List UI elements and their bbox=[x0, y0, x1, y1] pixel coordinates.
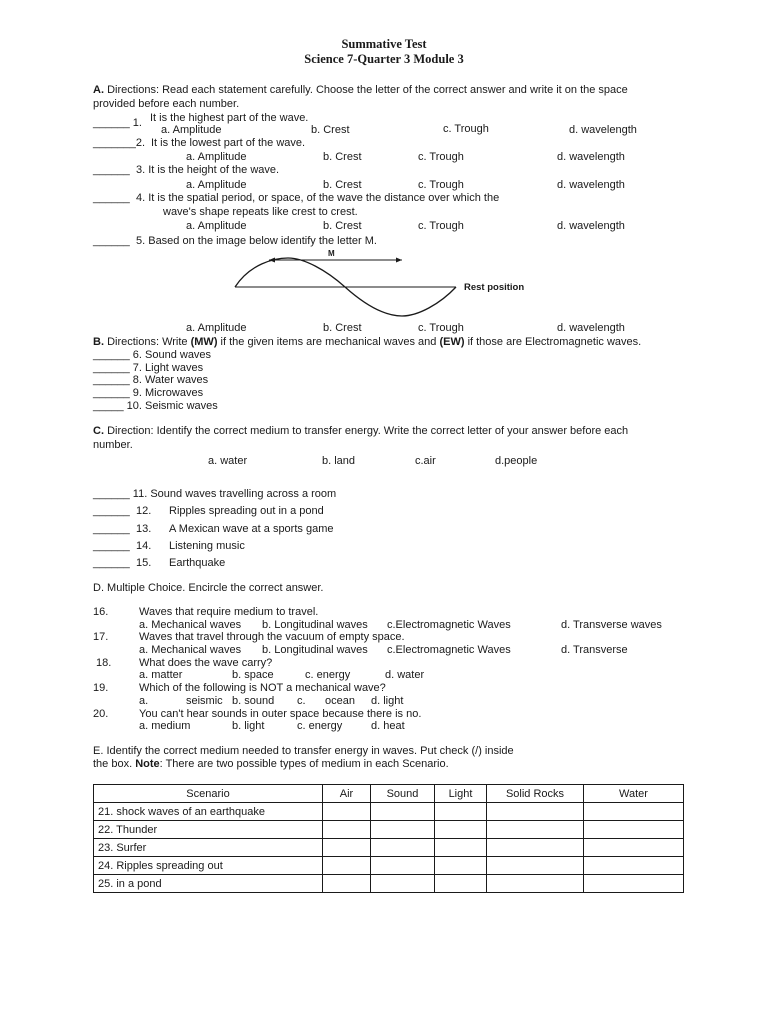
item-11-text: Sound waves travelling across a room bbox=[150, 488, 337, 500]
check-cell[interactable] bbox=[584, 857, 684, 875]
section-b-dir-3: if those are Electromagnetic waves. bbox=[467, 336, 642, 348]
item-7-text: 7. Light waves bbox=[132, 362, 204, 374]
m-arrow-right-head bbox=[396, 258, 402, 263]
item-15-blank: ______ bbox=[93, 557, 130, 569]
section-b-directions bbox=[93, 336, 641, 349]
item-1-text: It is the highest part of the wave. bbox=[150, 112, 309, 124]
item-19-num: 19. bbox=[93, 682, 109, 694]
item-19-option-d: d. light bbox=[371, 695, 404, 707]
item-19-option-b: b. sound bbox=[232, 695, 275, 707]
item-3-option-c: c. Trough bbox=[418, 179, 464, 191]
item-3-blank: ______ bbox=[93, 164, 130, 176]
item-11 bbox=[93, 488, 336, 501]
item-4-option-b: b. Crest bbox=[323, 220, 362, 232]
item-18-question: What does the wave carry? bbox=[139, 657, 273, 669]
item-1-blank: ______ 1. bbox=[93, 117, 142, 129]
check-cell[interactable] bbox=[584, 821, 684, 839]
check-cell[interactable] bbox=[487, 839, 584, 857]
item-4-text-line2: wave's shape repeats like crest to crest. bbox=[163, 206, 358, 218]
check-cell[interactable] bbox=[371, 857, 435, 875]
item-17-question: Waves that travel through the vacuum of empty space. bbox=[139, 631, 405, 643]
col-header-light: Light bbox=[435, 785, 487, 803]
item-6-text: 6. Sound waves bbox=[132, 349, 212, 361]
item-3-option-b: b. Crest bbox=[323, 179, 362, 191]
check-cell[interactable] bbox=[323, 821, 371, 839]
item-2-option-b: b. Crest bbox=[323, 151, 362, 163]
item-8 bbox=[93, 374, 208, 387]
item-5-blank: ______ bbox=[93, 235, 130, 247]
item-16-option-b: b. Longitudinal waves bbox=[262, 619, 368, 631]
scenario-24: 24. Ripples spreading out bbox=[94, 857, 323, 875]
section-c-dir-1: Direction: Identify the correct medium to transfer energy. Write the correct letter of your answer before each bbox=[107, 425, 629, 437]
item-9-blank: ______ bbox=[93, 387, 130, 399]
check-cell[interactable] bbox=[584, 839, 684, 857]
item-17-option-a: a. Mechanical waves bbox=[139, 644, 242, 656]
item-8-blank: ______ bbox=[93, 374, 130, 386]
col-header-solid-rocks: Solid Rocks bbox=[487, 785, 584, 803]
item-5-text: 5. Based on the image below identify the letter M. bbox=[136, 235, 377, 247]
item-20-option-a: a. medium bbox=[139, 720, 191, 732]
item-7-blank: ______ bbox=[93, 362, 130, 374]
item-16-question: Waves that require medium to travel. bbox=[139, 606, 319, 618]
test-subtitle: Science 7-Quarter 3 Module 3 bbox=[304, 52, 464, 66]
check-cell[interactable] bbox=[323, 839, 371, 857]
check-cell[interactable] bbox=[487, 857, 584, 875]
section-e-line2-b: : There are two possible types of medium in each Scenario. bbox=[159, 758, 449, 770]
item-4-blank: ______ bbox=[93, 192, 130, 204]
col-header-scenario: Scenario bbox=[94, 785, 323, 803]
item-5-option-a: a. Amplitude bbox=[186, 322, 247, 334]
item-9-text: 9. Microwaves bbox=[132, 387, 204, 399]
check-cell[interactable] bbox=[371, 821, 435, 839]
col-header-water: Water bbox=[584, 785, 684, 803]
item-19-question: Which of the following is NOT a mechanical wave? bbox=[139, 682, 386, 694]
item-2-blank: _______2. bbox=[93, 137, 145, 149]
item-12-num: 12. bbox=[136, 505, 152, 517]
item-15-num: 15. bbox=[136, 557, 152, 569]
item-17-option-b: b. Longitudinal waves bbox=[262, 644, 368, 656]
table-header-row bbox=[94, 785, 684, 803]
check-cell[interactable] bbox=[435, 875, 487, 893]
section-e-note-label: Note bbox=[135, 758, 160, 770]
scenario-23: 23. Surfer bbox=[94, 839, 323, 857]
item-10-blank: _____ bbox=[93, 400, 124, 412]
section-e-line2-a: the box. bbox=[93, 758, 133, 770]
item-1-option-c: c. Trough bbox=[443, 123, 489, 135]
section-c-option-a: a. water bbox=[208, 455, 248, 467]
item-5-option-d: d. wavelength bbox=[557, 322, 625, 334]
test-title: Summative Test bbox=[341, 37, 427, 51]
table-row bbox=[94, 803, 684, 821]
check-cell[interactable] bbox=[435, 803, 487, 821]
item-20-question: You can't hear sounds in outer space because there is no. bbox=[139, 708, 422, 720]
item-13-blank: ______ bbox=[93, 523, 130, 535]
item-14-text: Listening music bbox=[169, 540, 245, 552]
item-19-option-a-letter: a. bbox=[139, 695, 149, 707]
check-cell[interactable] bbox=[487, 803, 584, 821]
item-5-option-c: c. Trough bbox=[418, 322, 464, 334]
item-16-option-c: c.Electromagnetic Waves bbox=[387, 619, 511, 631]
check-cell[interactable] bbox=[487, 875, 584, 893]
item-3-option-a: a. Amplitude bbox=[186, 179, 247, 191]
item-11-num: 11. bbox=[132, 488, 148, 500]
item-4-option-a: a. Amplitude bbox=[186, 220, 247, 232]
item-16-option-a: a. Mechanical waves bbox=[139, 619, 242, 631]
wave-diagram bbox=[232, 248, 532, 320]
label-m: M bbox=[328, 249, 335, 258]
check-cell[interactable] bbox=[323, 803, 371, 821]
item-19-option-c: ocean bbox=[325, 695, 355, 707]
item-18-option-a: a. matter bbox=[139, 669, 183, 681]
item-3-option-d: d. wavelength bbox=[557, 179, 625, 191]
item-18-option-c: c. energy bbox=[305, 669, 351, 681]
item-6-blank: ______ bbox=[93, 349, 130, 361]
item-1-option-d: d. wavelength bbox=[569, 124, 637, 136]
item-13-num: 13. bbox=[136, 523, 152, 535]
section-a-directions-line1: Directions: Read each statement carefully. Choose the letter of the correct answer and write it on the space bbox=[107, 84, 628, 96]
item-2-option-d: d. wavelength bbox=[557, 151, 625, 163]
check-cell[interactable] bbox=[323, 857, 371, 875]
section-e-line2 bbox=[93, 758, 449, 771]
item-6 bbox=[93, 349, 211, 362]
item-19-option-a: seismic bbox=[186, 695, 223, 707]
item-3-text: 3. It is the height of the wave. bbox=[136, 164, 280, 176]
item-20-num: 20. bbox=[93, 708, 109, 720]
section-c-option-d: d.people bbox=[495, 455, 538, 467]
scenario-25: 25. in a pond bbox=[94, 875, 323, 893]
table-row bbox=[94, 839, 684, 857]
section-b-dir-1: Directions: Write bbox=[107, 336, 188, 348]
check-cell[interactable] bbox=[323, 875, 371, 893]
item-11-blank: ______ bbox=[93, 488, 130, 500]
item-16-num: 16. bbox=[93, 606, 109, 618]
table-row bbox=[94, 875, 684, 893]
section-a-directions-line2: provided before each number. bbox=[93, 98, 240, 110]
item-10-text: 10. Seismic waves bbox=[126, 400, 218, 412]
item-17-option-d: d. Transverse bbox=[561, 644, 628, 656]
item-4-option-d: d. wavelength bbox=[557, 220, 625, 232]
section-c-dir-2: number. bbox=[93, 439, 133, 451]
check-cell[interactable] bbox=[435, 857, 487, 875]
section-c-option-b: b. land bbox=[322, 455, 356, 467]
section-a-letter: A. bbox=[93, 84, 104, 96]
section-b-ew: (EW) bbox=[439, 336, 465, 348]
item-4-text: 4. It is the spatial period, or space, of the wave the distance over which the bbox=[136, 192, 500, 204]
section-c-option-c: c.air bbox=[415, 455, 436, 467]
item-13-text: A Mexican wave at a sports game bbox=[169, 523, 334, 535]
item-2-option-a: a. Amplitude bbox=[186, 151, 247, 163]
item-9 bbox=[93, 387, 203, 400]
scenario-22: 22. Thunder bbox=[94, 821, 323, 839]
check-cell[interactable] bbox=[584, 875, 684, 893]
check-cell[interactable] bbox=[584, 803, 684, 821]
item-12-text: Ripples spreading out in a pond bbox=[169, 505, 324, 517]
section-c-letter: C. bbox=[93, 425, 104, 437]
item-20-option-d: d. heat bbox=[371, 720, 405, 732]
check-cell[interactable] bbox=[371, 875, 435, 893]
section-b-dir-2: if the given items are mechanical waves and bbox=[220, 336, 437, 348]
item-8-text: 8. Water waves bbox=[132, 374, 209, 386]
medium-table bbox=[93, 784, 684, 893]
item-5-option-b: b. Crest bbox=[323, 322, 362, 334]
item-14-num: 14. bbox=[136, 540, 152, 552]
check-cell[interactable] bbox=[371, 839, 435, 857]
section-d-heading: D. Multiple Choice. Encircle the correct answer. bbox=[93, 582, 324, 594]
item-1-option-a: a. Amplitude bbox=[161, 124, 222, 136]
item-2-text: It is the lowest part of the wave. bbox=[151, 137, 306, 149]
scenario-21: 21. shock waves of an earthquake bbox=[94, 803, 323, 821]
item-17-num: 17. bbox=[93, 631, 109, 643]
item-16-option-d: d. Transverse waves bbox=[561, 619, 662, 631]
item-1-option-b: b. Crest bbox=[311, 124, 350, 136]
item-20-option-b: b. light bbox=[232, 720, 265, 732]
item-15-text: Earthquake bbox=[169, 557, 226, 569]
table-row bbox=[94, 821, 684, 839]
table-row bbox=[94, 857, 684, 875]
check-cell[interactable] bbox=[435, 839, 487, 857]
check-cell[interactable] bbox=[371, 803, 435, 821]
item-19-option-c-letter: c. bbox=[297, 695, 306, 707]
check-cell[interactable] bbox=[487, 821, 584, 839]
section-b-mw: (MW) bbox=[190, 336, 218, 348]
section-a-directions bbox=[93, 84, 628, 97]
item-14-blank: ______ bbox=[93, 540, 130, 552]
check-cell[interactable] bbox=[435, 821, 487, 839]
section-e-line1: E. Identify the correct medium needed to transfer energy in waves. Put check (/) inside bbox=[93, 745, 514, 757]
col-header-air: Air bbox=[323, 785, 371, 803]
item-12-blank: ______ bbox=[93, 505, 130, 517]
rest-position-label: Rest position bbox=[464, 282, 525, 293]
item-20-option-c: c. energy bbox=[297, 720, 343, 732]
item-4-option-c: c. Trough bbox=[418, 220, 464, 232]
item-18-option-b: b. space bbox=[232, 669, 274, 681]
section-c-directions bbox=[93, 425, 628, 438]
item-2-option-c: c. Trough bbox=[418, 151, 464, 163]
m-arrow-left-head bbox=[269, 258, 275, 263]
section-b-letter: B. bbox=[93, 336, 104, 348]
item-17-option-c: c.Electromagnetic Waves bbox=[387, 644, 511, 656]
item-18-option-d: d. water bbox=[385, 669, 425, 681]
item-18-num: 18. bbox=[96, 657, 112, 669]
col-header-sound: Sound bbox=[371, 785, 435, 803]
item-10 bbox=[93, 400, 218, 413]
